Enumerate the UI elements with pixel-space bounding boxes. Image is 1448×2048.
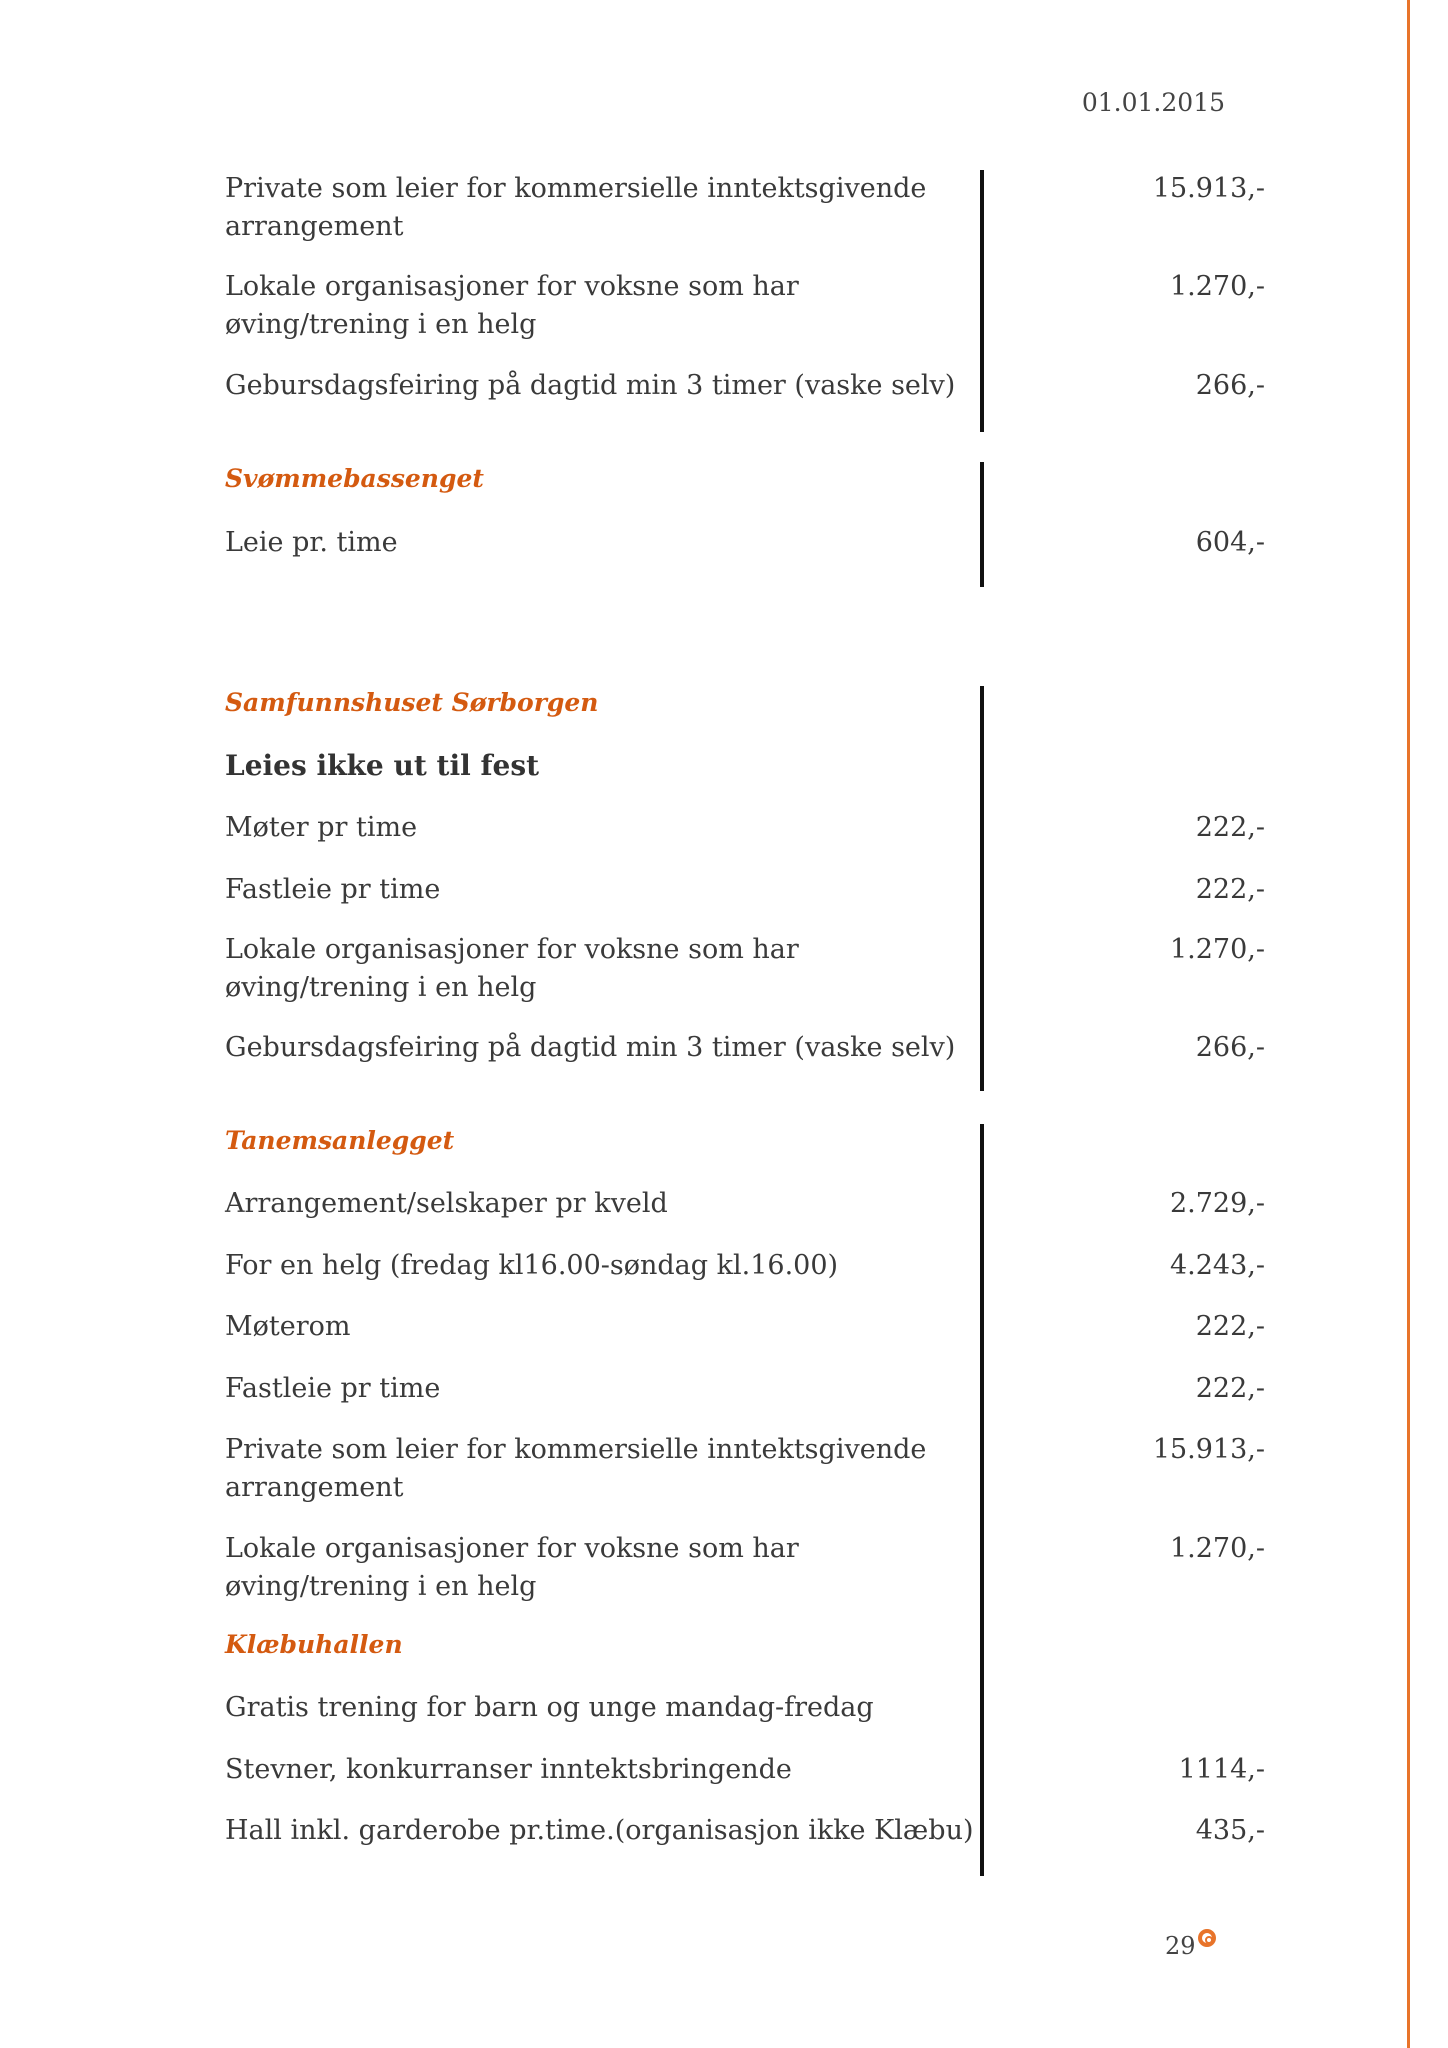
row-label: Lokale organisasjoner for voksne som har øving/trening i en helg — [225, 1533, 799, 1602]
row-label: Gratis trening for barn og unge mandag-fredag — [225, 1692, 874, 1723]
row-label: Gebursdagsfeiring på dagtid min 3 timer (vaske selv) — [225, 1032, 956, 1063]
row-price: 222,- — [1195, 1311, 1265, 1342]
page-number: 29 — [1165, 1932, 1196, 1960]
row-price: 1.270,- — [1169, 271, 1265, 302]
row-price: 15.913,- — [1152, 1434, 1265, 1465]
row-price: 2.729,- — [1169, 1188, 1265, 1219]
row-price: 1114,- — [1178, 1754, 1265, 1785]
row-price: 1.270,- — [1169, 934, 1265, 965]
page-edge-rule — [1407, 0, 1410, 2048]
row-label: Lokale organisasjoner for voksne som har øving/trening i en helg — [225, 934, 799, 1003]
row-label: Hall inkl. garderobe pr.time.(organisasjon ikke Klæbu) — [225, 1815, 974, 1846]
row-price: 222,- — [1195, 812, 1265, 843]
section-heading-svommebassenget: Svømmebassenget — [225, 464, 484, 493]
row-label: For en helg (fredag kl16.00-søndag kl.16.00) — [225, 1250, 839, 1281]
row-label: Stevner, konkurranser inntektsbringende — [225, 1754, 792, 1785]
row-label: Fastleie pr time — [225, 874, 441, 905]
row-price: 4.243,- — [1169, 1250, 1265, 1281]
row-label: Møterom — [225, 1311, 351, 1342]
row-label: Arrangement/selskaper pr kveld — [225, 1188, 668, 1219]
row-label: Private som leier for kommersielle inntektsgivende arrangement — [225, 1434, 927, 1503]
row-price: 1.270,- — [1169, 1533, 1265, 1564]
row-price: 266,- — [1195, 370, 1265, 401]
document-date: 01.01.2015 — [1081, 88, 1225, 117]
row-label: Møter pr time — [225, 812, 418, 843]
section-heading-tanem: Tanemsanlegget — [225, 1126, 455, 1155]
row-price: 435,- — [1195, 1815, 1265, 1846]
row-price: 222,- — [1195, 874, 1265, 905]
row-label: Private som leier for kommersielle inntektsgivende arrangement — [225, 173, 927, 242]
section-subheading: Leies ikke ut til fest — [225, 749, 540, 782]
row-price: 604,- — [1195, 527, 1265, 558]
section-heading-klaebuhallen: Klæbuhallen — [225, 1630, 403, 1659]
row-label: Fastleie pr time — [225, 1373, 441, 1404]
row-label: Lokale organisasjoner for voksne som har øving/trening i en helg — [225, 271, 799, 340]
target-icon — [1198, 1929, 1216, 1947]
row-label: Leie pr. time — [225, 527, 398, 558]
row-price: 266,- — [1195, 1032, 1265, 1063]
row-price: 15.913,- — [1152, 173, 1265, 204]
section-heading-sorborgen: Samfunnshuset Sørborgen — [225, 688, 599, 717]
row-price: 222,- — [1195, 1373, 1265, 1404]
row-label: Gebursdagsfeiring på dagtid min 3 timer (vaske selv) — [225, 370, 956, 401]
